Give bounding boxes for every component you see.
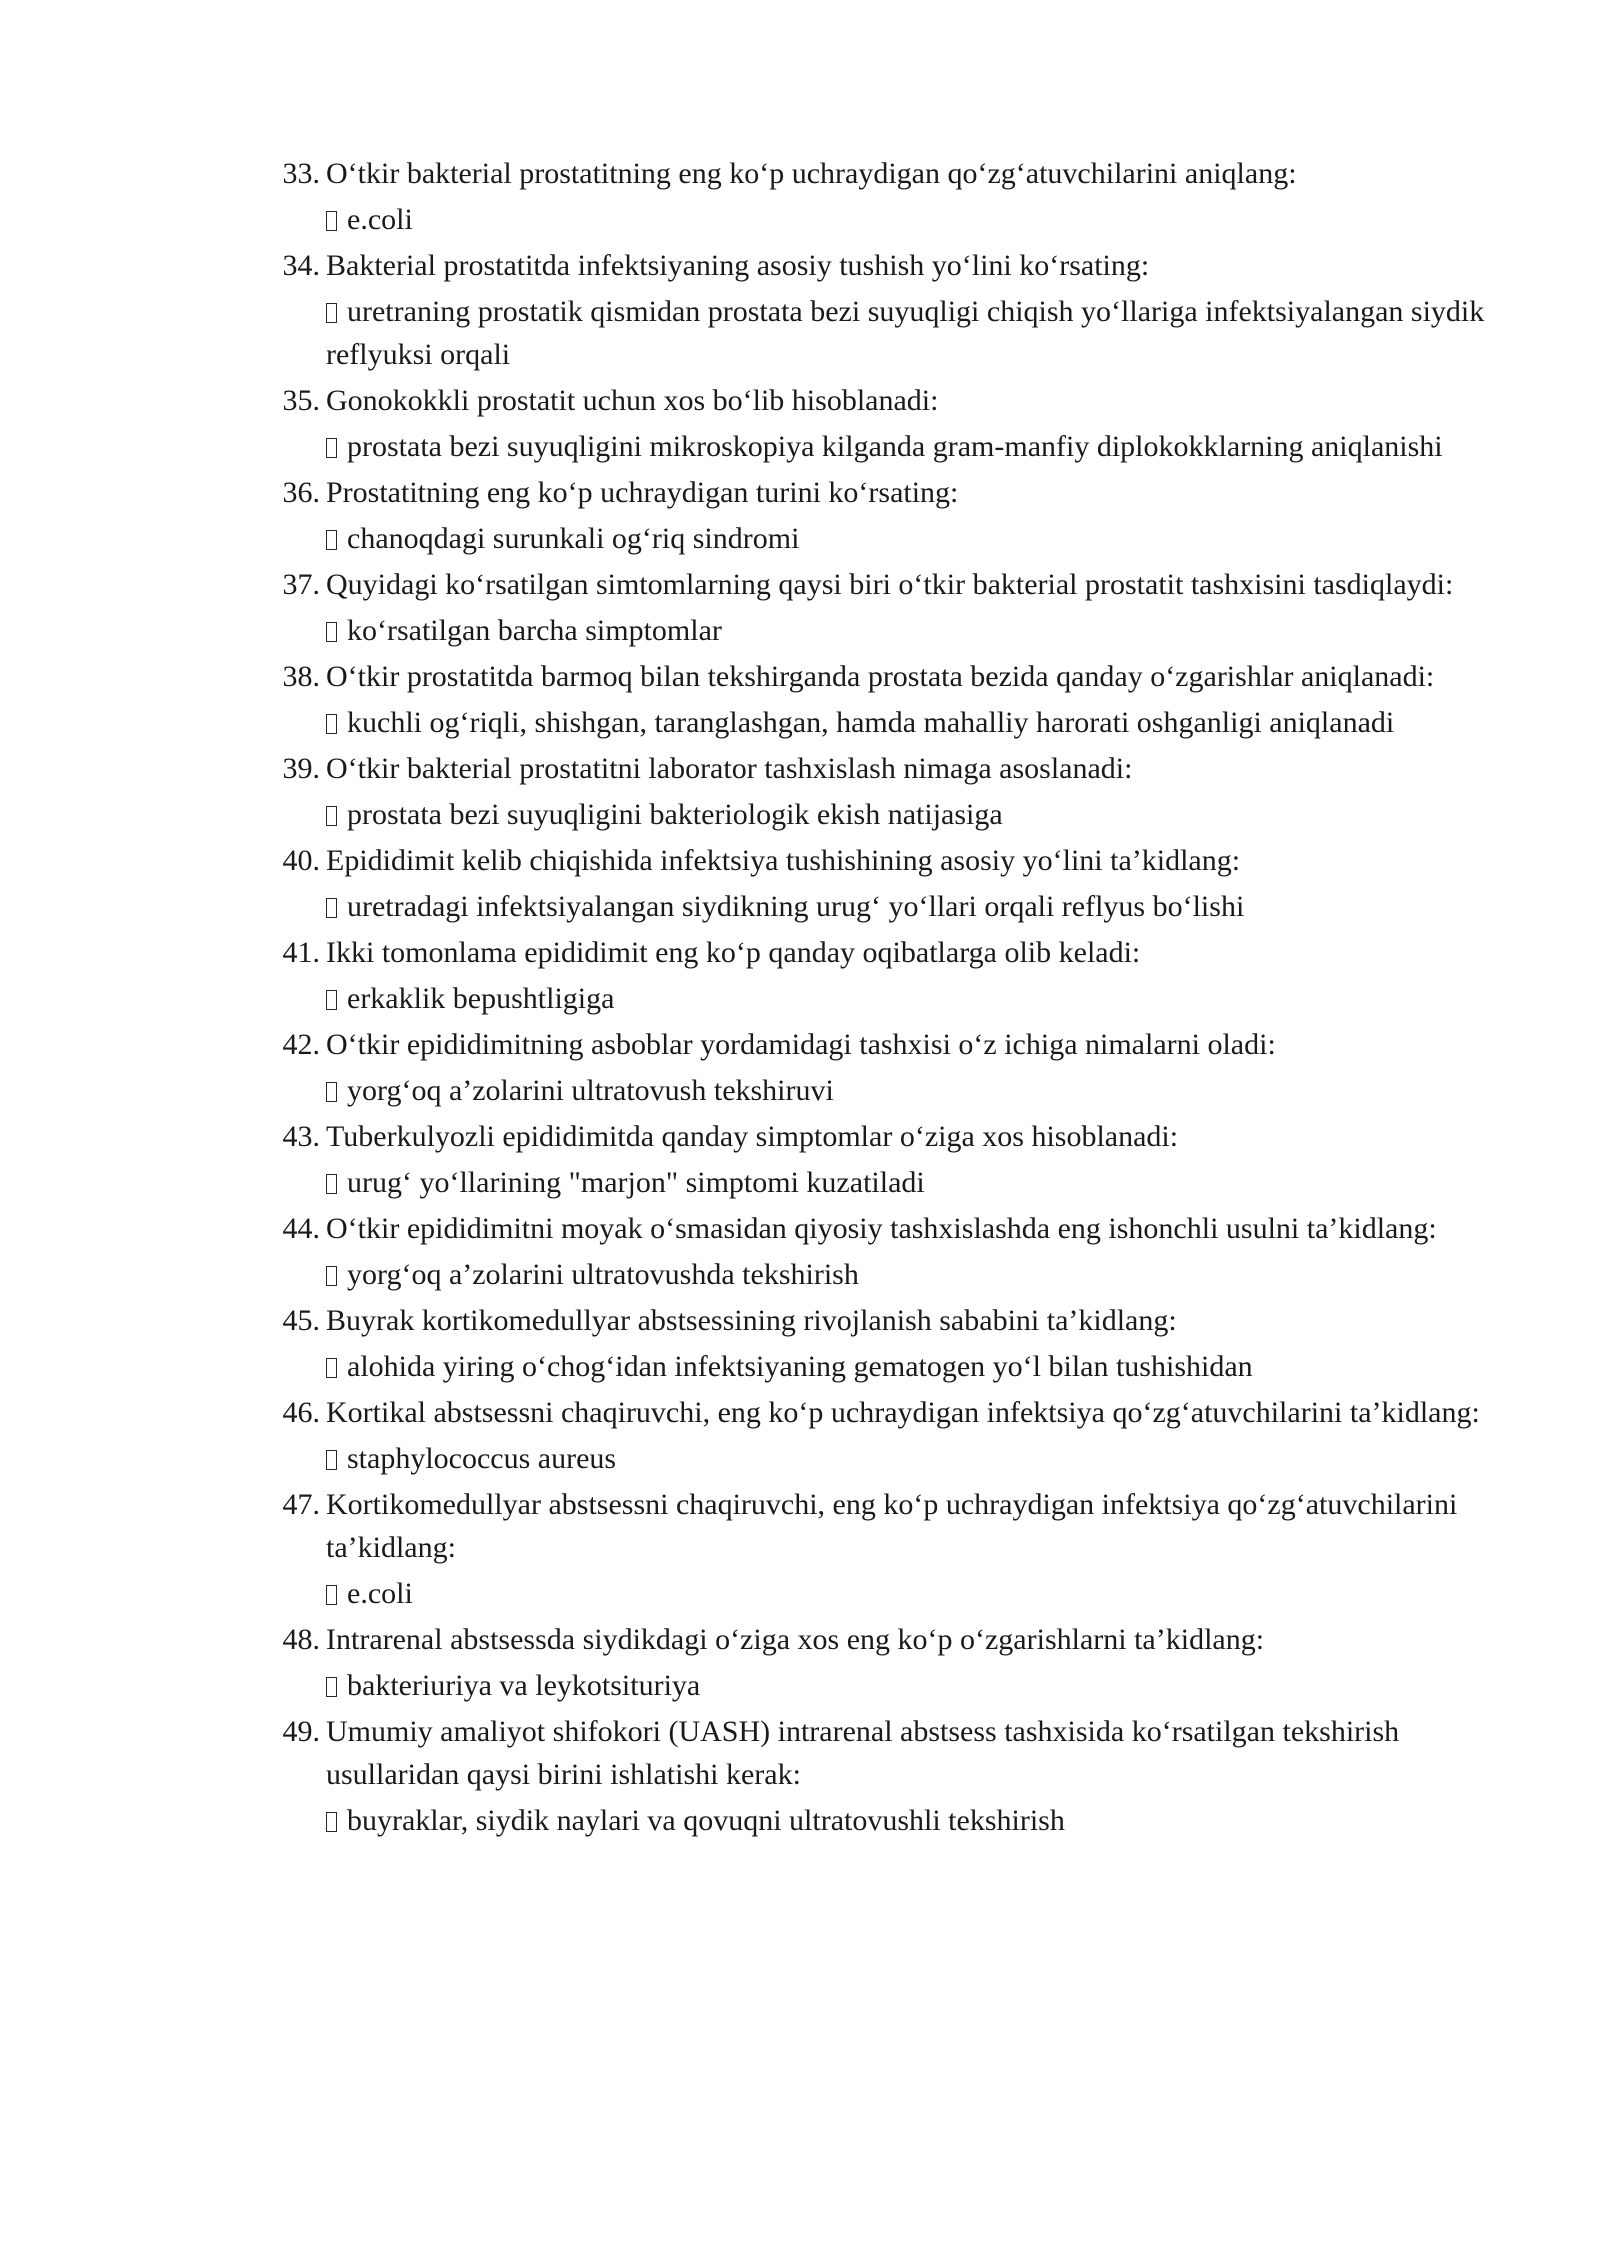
question-item	[276, 655, 1516, 744]
checkbox-icon	[326, 898, 337, 918]
question-text: Tuberkulyozli epididimitda qanday simptomlar o‘ziga xos hisoblanadi:	[326, 1120, 1179, 1153]
answer-text: alohida yiring o‘chog‘idan infektsiyaning gematogen yo‘l bilan tushishidan	[347, 1350, 1253, 1383]
checkbox-icon	[326, 1677, 337, 1697]
answer-text: staphylococcus aureus	[347, 1442, 617, 1475]
answer-text: erkaklik bepushtligiga	[347, 982, 615, 1015]
checkbox-icon	[326, 1358, 337, 1378]
answer-text: e.coli	[347, 203, 413, 236]
question-number: 46.	[282, 1396, 320, 1429]
question-text: O‘tkir prostatitda barmoq bilan tekshirganda prostata bezida qanday o‘zgarishlar aniqlanadi:	[326, 660, 1435, 693]
question-list	[276, 152, 1516, 1842]
question-text: Umumiy amaliyot shifokori (UASH) intrarenal abstsess tashxisida ko‘rsatilgan tekshirish usullaridan qaysi birini ishlatishi kerak:	[326, 1715, 1400, 1791]
checkbox-icon	[326, 622, 337, 642]
answer-text: ko‘rsatilgan barcha simptomlar	[347, 614, 722, 647]
question-text: Prostatitning eng ko‘p uchraydigan turini ko‘rsating:	[326, 476, 959, 509]
question-item	[276, 1391, 1516, 1480]
question-number: 47.	[282, 1488, 320, 1521]
question-number: 43.	[282, 1120, 320, 1153]
answer-text: buyraklar, siydik naylari va qovuqni ultratovushli tekshirish	[347, 1804, 1065, 1837]
question-text: Kortikomedullyar abstsessni chaqiruvchi, eng ko‘p uchraydigan infektsiya qo‘zg‘atuvchilarini ta’kidlang:	[326, 1488, 1458, 1564]
answer-text: e.coli	[347, 1577, 413, 1610]
answer-line	[326, 425, 1516, 468]
question-text: Buyrak kortikomedullyar abstsessining rivojlanish sababini ta’kidlang:	[326, 1304, 1177, 1337]
answer-line	[326, 1572, 1516, 1615]
question-number: 45.	[282, 1304, 320, 1337]
question-item	[276, 1115, 1516, 1204]
question-number: 40.	[282, 844, 320, 877]
question-text: Gonokokkli prostatit uchun xos bo‘lib hisoblanadi:	[326, 384, 939, 417]
checkbox-icon	[326, 1450, 337, 1470]
checkbox-icon	[326, 990, 337, 1010]
question-text: Bakterial prostatitda infektsiyaning asosiy tushish yo‘lini ko‘rsating:	[326, 249, 1150, 282]
question-number: 33.	[282, 157, 320, 190]
answer-line	[326, 1253, 1516, 1296]
question-item	[276, 1023, 1516, 1112]
question-number: 44.	[282, 1212, 320, 1245]
question-item	[276, 244, 1516, 376]
question-number: 42.	[282, 1028, 320, 1061]
answer-line	[326, 1069, 1516, 1112]
question-text: Epididimit kelib chiqishida infektsiya tushishining asosiy yo‘lini ta’kidlang:	[326, 844, 1241, 877]
question-text: Kortikal abstsessni chaqiruvchi, eng ko‘p uchraydigan infektsiya qo‘zg‘atuvchilarini ta’kidlang:	[326, 1396, 1480, 1429]
checkbox-icon	[326, 530, 337, 550]
question-item	[276, 747, 1516, 836]
question-number: 35.	[282, 384, 320, 417]
question-item	[276, 931, 1516, 1020]
answer-text: yorg‘oq a’zolarini ultratovushda tekshirish	[347, 1258, 859, 1291]
answer-text: bakteriuriya va leykotsituriya	[347, 1669, 701, 1702]
checkbox-icon	[326, 1812, 337, 1832]
answer-line	[326, 793, 1516, 836]
answer-line	[326, 1437, 1516, 1480]
question-number: 39.	[282, 752, 320, 785]
document-page	[276, 152, 1516, 1845]
checkbox-icon	[326, 1585, 337, 1605]
question-item	[276, 379, 1516, 468]
checkbox-icon	[326, 806, 337, 826]
checkbox-icon	[326, 714, 337, 734]
question-text: Ikki tomonlama epididimit eng ko‘p qanday oqibatlarga olib keladi:	[326, 936, 1141, 969]
question-number: 36.	[282, 476, 320, 509]
answer-text: yorg‘oq a’zolarini ultratovush tekshiruvi	[347, 1074, 834, 1107]
question-item	[276, 839, 1516, 928]
answer-text: kuchli og‘riqli, shishgan, taranglashgan, hamda mahalliy harorati oshganligi aniqlanadi	[347, 706, 1395, 739]
checkbox-icon	[326, 1082, 337, 1102]
checkbox-icon	[326, 303, 337, 323]
question-text: O‘tkir epididimitni moyak o‘smasidan qiyosiy tashxislashda eng ishonchli usulni ta’kidlang:	[326, 1212, 1437, 1245]
question-item	[276, 563, 1516, 652]
question-number: 38.	[282, 660, 320, 693]
checkbox-icon	[326, 1266, 337, 1286]
question-text: O‘tkir bakterial prostatitning eng ko‘p uchraydigan qo‘zg‘atuvchilarini aniqlang:	[326, 157, 1297, 190]
question-item	[276, 1299, 1516, 1388]
checkbox-icon	[326, 1174, 337, 1194]
answer-line	[326, 609, 1516, 652]
question-item	[276, 471, 1516, 560]
question-text: O‘tkir epididimitning asboblar yordamidagi tashxisi o‘z ichiga nimalarni oladi:	[326, 1028, 1276, 1061]
answer-line	[326, 1345, 1516, 1388]
answer-text: prostata bezi suyuqligini bakteriologik ekish natijasiga	[347, 798, 1003, 831]
answer-line	[326, 1161, 1516, 1204]
question-number: 41.	[282, 936, 320, 969]
answer-line	[326, 1664, 1516, 1707]
answer-line	[326, 885, 1516, 928]
answer-text: prostata bezi suyuqligini mikroskopiya kilganda gram-manfiy diplokokklarning aniqlanishi	[347, 430, 1443, 463]
question-item	[276, 1710, 1516, 1842]
answer-text: urug‘ yo‘llarining "marjon" simptomi kuzatiladi	[347, 1166, 925, 1199]
answer-line	[326, 517, 1516, 560]
question-item	[276, 1618, 1516, 1707]
answer-text: uretraning prostatik qismidan prostata bezi suyuqligi chiqish yo‘llariga infektsiyalangan siydik reflyuksi orqali	[326, 295, 1485, 371]
question-number: 37.	[282, 568, 320, 601]
checkbox-icon	[326, 438, 337, 458]
answer-line	[326, 977, 1516, 1020]
answer-text: uretradagi infektsiyalangan siydikning urug‘ yo‘llari orqali reflyus bo‘lishi	[347, 890, 1245, 923]
answer-text: chanoqdagi surunkali og‘riq sindromi	[347, 522, 800, 555]
question-number: 34.	[282, 249, 320, 282]
answer-line	[326, 290, 1516, 376]
answer-line	[326, 701, 1516, 744]
checkbox-icon	[326, 211, 337, 231]
question-text: Intrarenal abstsessda siydikdagi o‘ziga xos eng ko‘p o‘zgarishlarni ta’kidlang:	[326, 1623, 1265, 1656]
question-item	[276, 1483, 1516, 1615]
question-text: O‘tkir bakterial prostatitni laborator tashxislash nimaga asoslanadi:	[326, 752, 1133, 785]
question-number: 49.	[282, 1715, 320, 1748]
answer-line	[326, 1799, 1516, 1842]
question-item	[276, 1207, 1516, 1296]
question-item	[276, 152, 1516, 241]
answer-line	[326, 198, 1516, 241]
question-text: Quyidagi ko‘rsatilgan simtomlarning qaysi biri o‘tkir bakterial prostatit tashxisini tasdiqlaydi:	[326, 568, 1454, 601]
question-number: 48.	[282, 1623, 320, 1656]
